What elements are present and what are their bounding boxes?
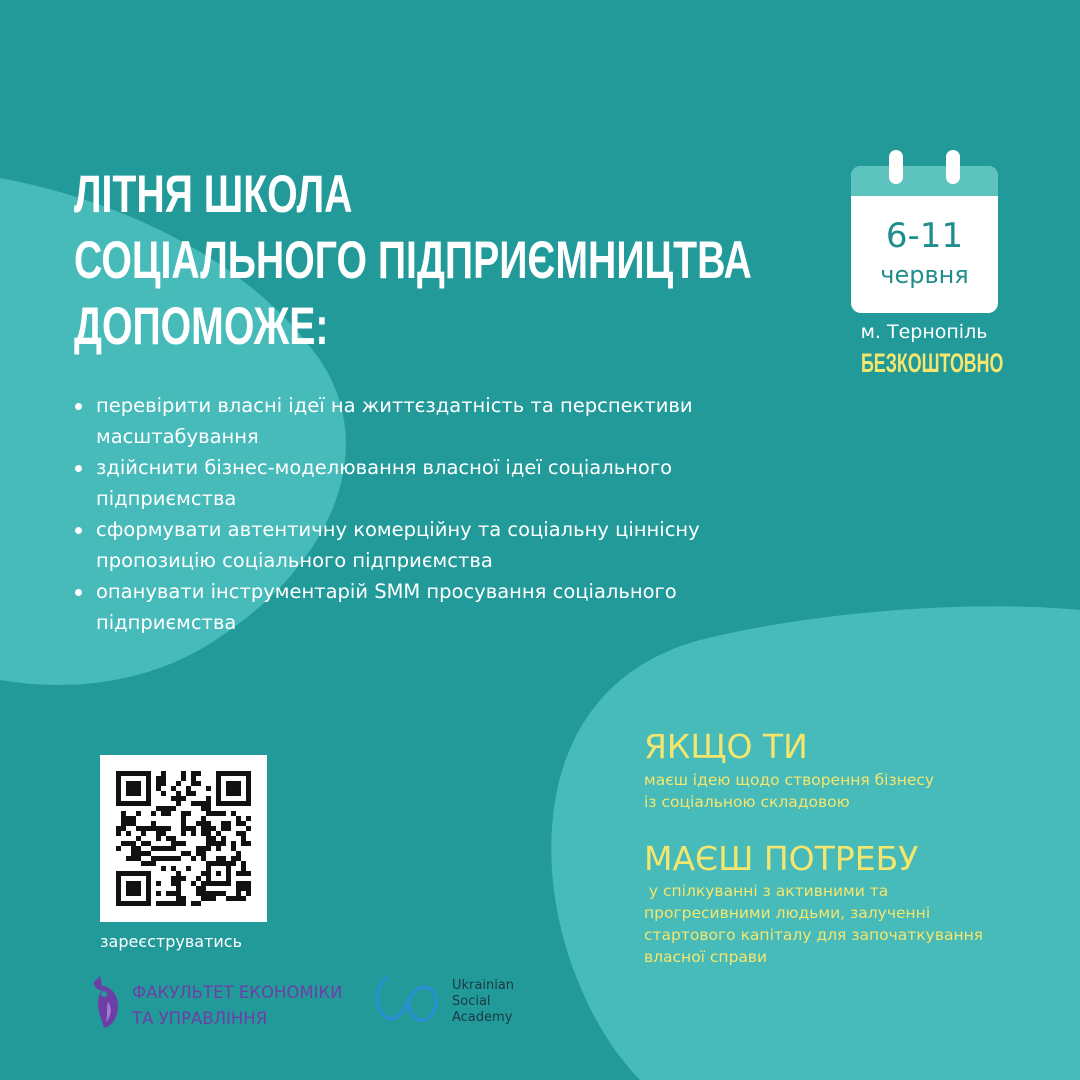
qr-module (206, 846, 211, 851)
benefit-line: перевірити власні ідеї на життєздатність та перспективи (96, 394, 693, 417)
calendar-ring (889, 150, 903, 184)
qr-module (241, 821, 246, 826)
qr-module (171, 901, 176, 906)
qr-module (176, 841, 181, 846)
registration-qr-code[interactable] (100, 755, 267, 922)
qr-module (176, 901, 181, 906)
qr-module (141, 831, 146, 836)
qr-module (141, 826, 146, 831)
qr-module (191, 901, 196, 906)
qr-module (196, 886, 201, 891)
qr-module (241, 886, 246, 891)
qr-module (166, 826, 171, 831)
qr-module (166, 836, 171, 841)
qr-module (181, 776, 186, 781)
qr-module (191, 831, 196, 836)
qr-module (211, 836, 216, 841)
qr-module (191, 856, 196, 861)
event-month: червня (880, 261, 969, 289)
qr-module (131, 851, 136, 856)
qr-module (241, 866, 246, 871)
qr-module (181, 901, 186, 906)
if-you-line: із соціальною складовою (644, 793, 850, 811)
qr-module (216, 891, 221, 896)
qr-module (216, 811, 221, 816)
qr-module (236, 886, 241, 891)
qr-module (141, 861, 146, 866)
qr-module (231, 861, 236, 866)
qr-module (216, 846, 221, 851)
qr-module (196, 781, 201, 786)
qr-module (201, 886, 206, 891)
qr-module (206, 821, 211, 826)
need-text (644, 880, 983, 968)
qr-module (161, 806, 166, 811)
qr-module (201, 826, 206, 831)
need-line: у спілкуванні з активними та (644, 882, 889, 900)
qr-module (121, 816, 126, 821)
qr-module (161, 776, 166, 781)
qr-module (186, 811, 191, 816)
qr-module (181, 831, 186, 836)
qr-module (136, 851, 141, 856)
qr-module (161, 826, 166, 831)
qr-module (161, 781, 166, 786)
qr-module (191, 771, 196, 776)
qr-module (176, 791, 181, 796)
qr-module (206, 826, 211, 831)
qr-module (236, 891, 241, 896)
qr-module (156, 881, 161, 886)
qr-module (241, 861, 246, 866)
owl-logo-icon (90, 972, 122, 1030)
qr-module (191, 801, 196, 806)
qr-module (161, 811, 166, 816)
qr-module (176, 781, 181, 786)
qr-module (196, 771, 201, 776)
qr-module (206, 811, 211, 816)
event-dates: 6-11 (885, 216, 964, 256)
qr-module (146, 851, 151, 856)
qr-module (206, 841, 211, 846)
faculty-name-line-1: ФАКУЛЬТЕТ ЕКОНОМІКИ (132, 983, 343, 1002)
qr-code (116, 771, 251, 906)
qr-module (181, 816, 186, 821)
title-line-1: ЛІТНЯ ШКОЛА (74, 165, 353, 224)
qr-module (156, 856, 161, 861)
qr-module (131, 856, 136, 861)
qr-module (206, 801, 211, 806)
qr-module (236, 856, 241, 861)
qr-module (151, 861, 156, 866)
qr-module (236, 871, 241, 876)
qr-module (161, 791, 166, 796)
qr-module (221, 856, 226, 861)
qr-module (161, 866, 166, 871)
qr-module (131, 841, 136, 846)
qr-module (156, 781, 161, 786)
qr-module (176, 881, 181, 886)
need-line: стартового капіталу для започаткування (644, 926, 984, 944)
qr-module (201, 851, 206, 856)
qr-module (161, 831, 166, 836)
qr-module (176, 796, 181, 801)
qr-module (181, 896, 186, 901)
qr-module (221, 821, 226, 826)
qr-module (176, 856, 181, 861)
qr-module (231, 896, 236, 901)
qr-module (186, 786, 191, 791)
qr-module (236, 821, 241, 826)
qr-module (171, 841, 176, 846)
qr-module (216, 831, 221, 836)
qr-module (241, 836, 246, 841)
infinity-logo-icon (374, 972, 444, 1026)
qr-module (186, 866, 191, 871)
need-line: прогресивними людьми, залученні (644, 904, 931, 922)
qr-module (206, 806, 211, 811)
qr-module (241, 841, 246, 846)
qr-module (246, 881, 251, 886)
qr-module (121, 841, 126, 846)
qr-module (231, 846, 236, 851)
qr-module (136, 856, 141, 861)
if-you-heading: ЯКЩО ТИ (644, 727, 808, 766)
qr-module (196, 851, 201, 856)
qr-module (156, 826, 161, 831)
calendar-icon (851, 166, 998, 313)
qr-module (116, 846, 121, 851)
qr-module (221, 841, 226, 846)
qr-module (176, 801, 181, 806)
qr-module (246, 871, 251, 876)
qr-module (186, 851, 191, 856)
qr-module (201, 821, 206, 826)
benefit-item (74, 390, 814, 452)
qr-module (156, 891, 161, 896)
qr-module (166, 846, 171, 851)
academy-name-line-3: Academy (452, 1010, 513, 1025)
benefit-line: масштабування (96, 425, 259, 448)
qr-module (116, 831, 121, 836)
benefit-item (74, 514, 814, 576)
qr-module (201, 801, 206, 806)
qr-module (191, 791, 196, 796)
qr-module (211, 841, 216, 846)
qr-module (156, 831, 161, 836)
qr-module (131, 846, 136, 851)
qr-module (196, 801, 201, 806)
qr-module (136, 811, 141, 816)
qr-module (126, 841, 131, 846)
qr-module (161, 771, 166, 776)
qr-module (171, 796, 176, 801)
qr-module (166, 806, 171, 811)
qr-module (191, 826, 196, 831)
qr-module (196, 846, 201, 851)
main-title (74, 162, 752, 360)
qr-module (226, 781, 241, 796)
qr-module (181, 841, 186, 846)
qr-module (181, 826, 186, 831)
qr-module (171, 806, 176, 811)
qr-module (196, 821, 201, 826)
qr-module (246, 816, 251, 821)
qr-module (216, 871, 221, 876)
qr-module (236, 816, 241, 821)
qr-module (201, 846, 206, 851)
qr-module (211, 891, 216, 896)
qr-module (201, 896, 206, 901)
qr-module (126, 856, 131, 861)
qr-module (221, 836, 226, 841)
qr-module (151, 846, 156, 851)
qr-module (201, 806, 206, 811)
qr-module (206, 796, 211, 801)
qr-module (241, 881, 246, 886)
qr-module (236, 851, 241, 856)
qr-module (166, 811, 171, 816)
qr-module (236, 896, 241, 901)
qr-module (196, 901, 201, 906)
qr-module (206, 836, 211, 841)
benefit-line: сформувати автентичну комерційну та соціальну ціннісну (96, 518, 700, 541)
qr-module (121, 826, 126, 831)
qr-module (136, 826, 141, 831)
title-line-3: ДОПОМОЖЕ: (74, 297, 329, 356)
qr-module (171, 881, 176, 886)
qr-module (171, 786, 176, 791)
qr-module (201, 816, 206, 821)
qr-module (226, 896, 231, 901)
qr-module (161, 856, 166, 861)
qr-module (156, 901, 161, 906)
event-city: м. Тернопіль (860, 321, 988, 343)
qr-module (181, 851, 186, 856)
qr-module (241, 896, 246, 901)
academy-name-line-1: Ukrainian (452, 978, 515, 993)
benefits-list (74, 390, 814, 638)
calendar-ring (946, 150, 960, 184)
qr-module (231, 841, 236, 846)
qr-module (126, 831, 131, 836)
qr-module (151, 826, 156, 831)
qr-module (206, 831, 211, 836)
benefit-line: опанувати інструментарій SMM просування соціального (96, 580, 677, 603)
qr-module (236, 831, 241, 836)
qr-module (201, 881, 206, 886)
qr-module (186, 791, 191, 796)
benefit-item (74, 576, 814, 638)
qr-module (116, 826, 121, 831)
title-line-2: СОЦІАЛЬНОГО ПІДПРИЄМНИЦТВА (74, 231, 752, 290)
benefit-line: підприємства (96, 487, 237, 510)
qr-module (156, 836, 161, 841)
qr-module (206, 786, 211, 791)
qr-module (171, 856, 176, 861)
qr-module (246, 826, 251, 831)
benefit-line: здійснити бізнес-моделювання власної ідеї соціального (96, 456, 673, 479)
qr-module (126, 881, 141, 896)
qr-module (226, 821, 231, 826)
qr-module (171, 876, 176, 881)
qr-module (196, 891, 201, 896)
qr-module (176, 896, 181, 901)
qr-module (146, 826, 151, 831)
qr-module (156, 776, 161, 781)
event-price: БЕЗКОШТОВНО (861, 348, 1004, 378)
calendar-header-band (851, 166, 998, 196)
qr-module (126, 816, 131, 821)
academy-logo-text (452, 978, 514, 1026)
qr-module (156, 786, 161, 791)
qr-module (201, 891, 206, 896)
qr-module (161, 901, 166, 906)
qr-module (141, 851, 146, 856)
qr-module (181, 796, 186, 801)
qr-module (166, 891, 171, 896)
qr-module (201, 831, 206, 836)
qr-module (226, 826, 231, 831)
qr-module (151, 821, 156, 826)
qr-module (131, 821, 136, 826)
qr-module (181, 876, 186, 881)
qr-module (151, 856, 156, 861)
qr-module (176, 871, 181, 876)
qr-module (121, 821, 126, 826)
qr-module (216, 841, 221, 846)
qr-module (136, 846, 141, 851)
qr-module (231, 811, 236, 816)
qr-module (196, 876, 201, 881)
qr-module (161, 846, 166, 851)
faculty-logo-text (132, 980, 343, 1032)
qr-module (121, 811, 126, 816)
qr-module (236, 881, 241, 886)
qr-module (176, 876, 181, 881)
qr-module (216, 856, 221, 861)
qr-module (166, 901, 171, 906)
qr-module (136, 836, 141, 841)
need-line: власної справи (644, 948, 768, 966)
qr-module (186, 826, 191, 831)
qr-module (151, 811, 156, 816)
academy-name-line-2: Social (452, 994, 491, 1009)
register-label[interactable]: зареєструватись (100, 932, 243, 951)
qr-module (241, 831, 246, 836)
qr-module (211, 811, 216, 816)
qr-module (176, 886, 181, 891)
qr-module (181, 771, 186, 776)
qr-module (191, 776, 196, 781)
qr-module (246, 886, 251, 891)
qr-module (126, 821, 131, 826)
qr-module (166, 856, 171, 861)
qr-module (211, 826, 216, 831)
qr-module (126, 781, 141, 796)
qr-module (191, 781, 196, 786)
qr-module (171, 846, 176, 851)
qr-module (201, 856, 206, 861)
qr-module (246, 891, 251, 896)
qr-module (221, 826, 226, 831)
if-you-line: маєш ідею щодо створення бізнесу (644, 771, 935, 789)
qr-module (156, 806, 161, 811)
qr-module (171, 891, 176, 896)
if-you-text (644, 769, 934, 813)
qr-module (206, 896, 211, 901)
qr-module (146, 841, 151, 846)
qr-module (181, 821, 186, 826)
faculty-name-line-2: ТА УПРАВЛІННЯ (132, 1009, 268, 1028)
qr-module (181, 811, 186, 816)
qr-module (206, 891, 211, 896)
qr-module (201, 871, 206, 876)
qr-module (171, 836, 176, 841)
qr-module (211, 896, 216, 901)
qr-module (176, 891, 181, 896)
qr-module (131, 816, 136, 821)
benefit-line: пропозицію соціального підприємства (96, 549, 493, 572)
qr-module (171, 866, 176, 871)
qr-module (231, 856, 236, 861)
qr-module (221, 891, 226, 896)
benefit-item (74, 452, 814, 514)
need-heading: МАЄШ ПОТРЕБУ (644, 839, 919, 878)
qr-module (146, 861, 151, 866)
qr-module (156, 846, 161, 851)
qr-module (191, 881, 196, 886)
benefit-line: підприємства (96, 611, 237, 634)
qr-module (141, 841, 146, 846)
qr-module (221, 811, 226, 816)
qr-module (246, 841, 251, 846)
qr-module (241, 871, 246, 876)
